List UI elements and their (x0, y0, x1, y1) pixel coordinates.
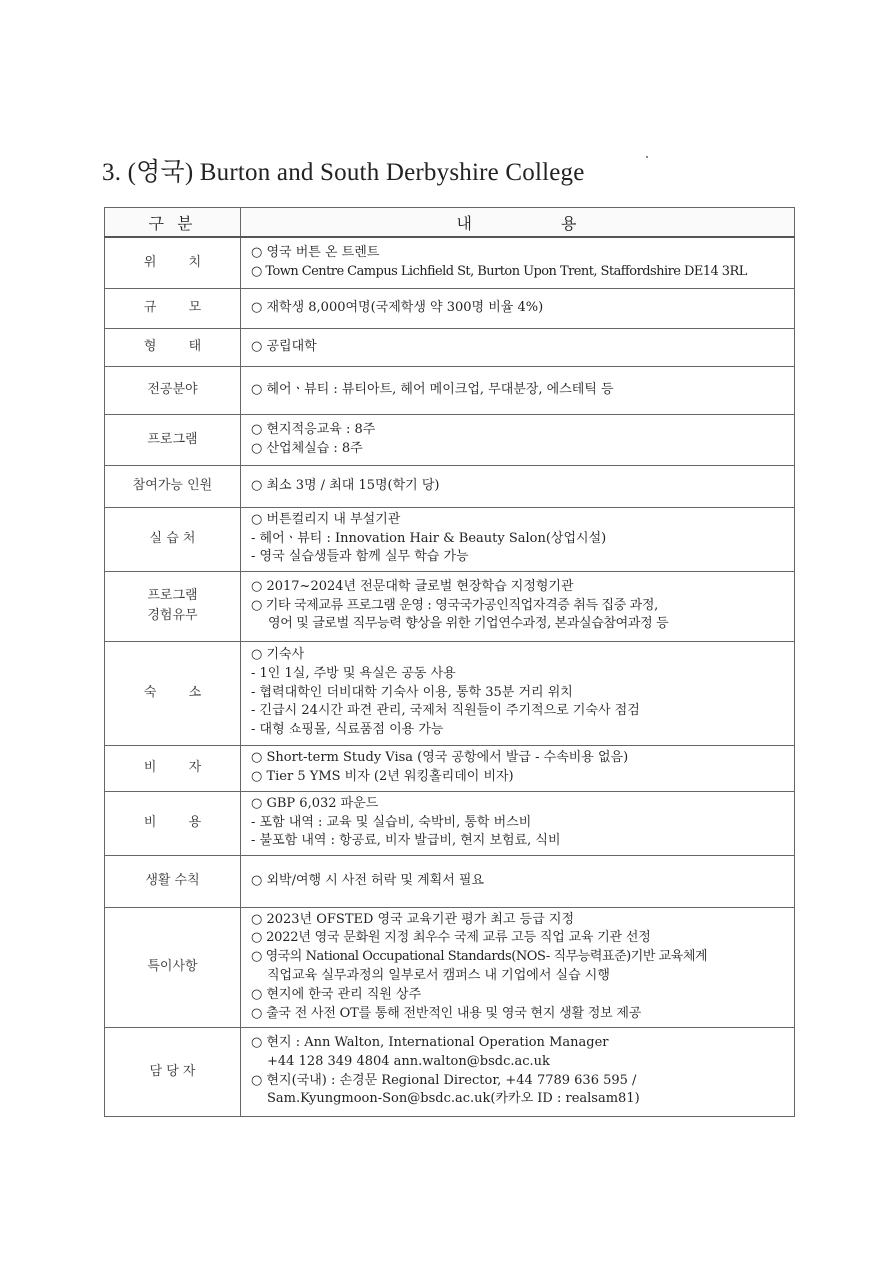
row-content (241, 288, 795, 328)
row-content (241, 465, 795, 507)
row-label: 실 습 처 (105, 507, 241, 571)
content-line: - 영국 실습생들과 함께 실무 학습 가능 (251, 549, 469, 565)
table-row (105, 791, 795, 855)
table-row (105, 907, 795, 1027)
row-label: 위 치 (105, 237, 241, 288)
content-line: ○ 영국의 National Occupational Standards(NOS- 직무능력표준)기반 교육체계 (251, 949, 708, 965)
content-line: +44 128 349 4804 ann.walton@bsdc.ac.uk (267, 1053, 550, 1069)
row-content (241, 414, 795, 465)
table-header-row (105, 208, 795, 238)
row-label: 참여가능 인원 (105, 465, 241, 507)
content-line: ○ Tier 5 YMS 비자 (2년 워킹홀리데이 비자) (251, 769, 514, 784)
table-row (105, 366, 795, 414)
row-label: 비 자 (105, 745, 241, 791)
content-line: - 긴급시 24시간 파견 관리, 국제처 직원들이 주기적으로 기숙사 점검 (251, 703, 640, 719)
content-line: ○ 헤어ㆍ뷰티 : 뷰티아트, 헤어 메이크업, 무대분장, 에스테틱 등 (251, 381, 614, 397)
content-line: ○ 현지에 한국 관리 직원 상주 (251, 986, 422, 1002)
content-line: ○ 현지(국내) : 손경문 Regional Director, +44 7789 636 595 / (251, 1072, 637, 1088)
content-line: ○ 기숙사 (251, 647, 305, 662)
row-content (241, 1027, 795, 1116)
page-title: 3. (영국) Burton and South Derbyshire College (102, 159, 585, 186)
content-line: - 포함 내역 : 교육 및 실습비, 숙박비, 통학 버스비 (251, 814, 532, 830)
table-row (105, 414, 795, 465)
content-line: ○ 외박/여행 시 사전 허락 및 계획서 필요 (251, 872, 485, 888)
content-line: Sam.Kyungmoon-Son@bsdc.ac.uk(카카오 ID : realsam81) (267, 1091, 640, 1107)
content-line: ○ 재학생 8,000여명(국제학생 약 300명 비율 4%) (251, 299, 544, 315)
table-row (105, 507, 795, 571)
content-line: ○ 출국 전 사전 OT를 통해 전반적인 내용 및 영국 현지 생활 정보 제공 (251, 1005, 642, 1021)
row-content (241, 571, 795, 641)
content-line: ○ Town Centre Campus Lichfield St, Burton Upon Trent, Staffordshire DE14 3RL (251, 263, 747, 279)
content-line: ○ 버튼컬리지 내 부설기관 (251, 511, 401, 527)
table-row (105, 571, 795, 641)
row-label: 비 용 (105, 791, 241, 855)
row-label: 형 태 (105, 328, 241, 366)
table-row (105, 288, 795, 328)
row-label: 숙 소 (105, 641, 241, 745)
header-content (241, 208, 795, 238)
row-label: 전공분야 (105, 366, 241, 414)
row-label: 생활 수칙 (105, 855, 241, 907)
table-row (105, 855, 795, 907)
header-label: 구 분 (105, 208, 241, 238)
table-row (105, 465, 795, 507)
content-line: ○ 최소 3명 / 최대 15명(학기 당) (251, 477, 440, 493)
row-content (241, 237, 795, 288)
content-line: ○ 산업체실습 : 8주 (251, 440, 363, 456)
content-line: - 협력대학인 더비대학 기숙사 이용, 통학 35분 거리 위치 (251, 684, 573, 700)
content-line: - 불포함 내역 : 항공료, 비자 발급비, 현지 보험료, 식비 (251, 833, 561, 849)
row-content (241, 507, 795, 571)
content-line: ○ 현지적응교육 : 8주 (251, 421, 376, 437)
content-line: ○ 영국 버튼 온 트렌트 (251, 244, 380, 260)
row-content (241, 745, 795, 791)
row-label: 프로그램 경험유무 (105, 571, 241, 641)
content-line: ○ 기타 국제교류 프로그램 운영 : 영국국가공인직업자격증 취득 집중 과정, (251, 597, 658, 613)
content-line: - 헤어ㆍ뷰티 : Innovation Hair & Beauty Salon(상업시설) (251, 530, 607, 546)
info-table (104, 207, 795, 1117)
row-label: 프로그램 (105, 414, 241, 465)
content-line: ○ Short-term Study Visa (영국 공항에서 발급 - 수속비용 없음) (251, 750, 629, 766)
row-content (241, 328, 795, 366)
content-line: 영어 및 글로벌 직무능력 향상을 위한 기업연수과정, 본과실습참여과정 등 (268, 616, 669, 632)
content-line: ○ 2022년 영국 문화원 지정 최우수 국제 교류 고등 직업 교육 기관 선정 (251, 930, 651, 946)
table-row (105, 237, 795, 288)
row-content (241, 791, 795, 855)
row-label: 특이사항 (105, 907, 241, 1027)
content-line: ○ 현지 : Ann Walton, International Operation Manager (251, 1034, 609, 1050)
table-row (105, 641, 795, 745)
content-line: - 대형 쇼핑몰, 식료품점 이용 가능 (251, 722, 444, 738)
row-content (241, 855, 795, 907)
row-content (241, 907, 795, 1027)
content-line: - 1인 1실, 주방 및 욕실은 공동 사용 (251, 665, 456, 681)
row-content (241, 641, 795, 745)
table-row (105, 1027, 795, 1116)
content-line: ○ 2023년 OFSTED 영국 교육기관 평가 최고 등급 지정 (251, 911, 575, 927)
table-row (105, 745, 795, 791)
content-line: 직업교육 실무과정의 일부로서 캠퍼스 내 기업에서 실습 시행 (267, 968, 610, 983)
row-label: 규 모 (105, 288, 241, 328)
content-line: ○ GBP 6,032 파운드 (251, 795, 379, 811)
content-line: ○ 2017~2024년 전문대학 글로벌 현장학습 지정형기관 (251, 578, 574, 594)
row-content (241, 366, 795, 414)
row-label: 담 당 자 (105, 1027, 241, 1116)
scan-speck (646, 156, 648, 158)
header-content-text: 내 용 (456, 213, 579, 233)
table-row (105, 328, 795, 366)
content-line: ○ 공립대학 (251, 338, 317, 354)
